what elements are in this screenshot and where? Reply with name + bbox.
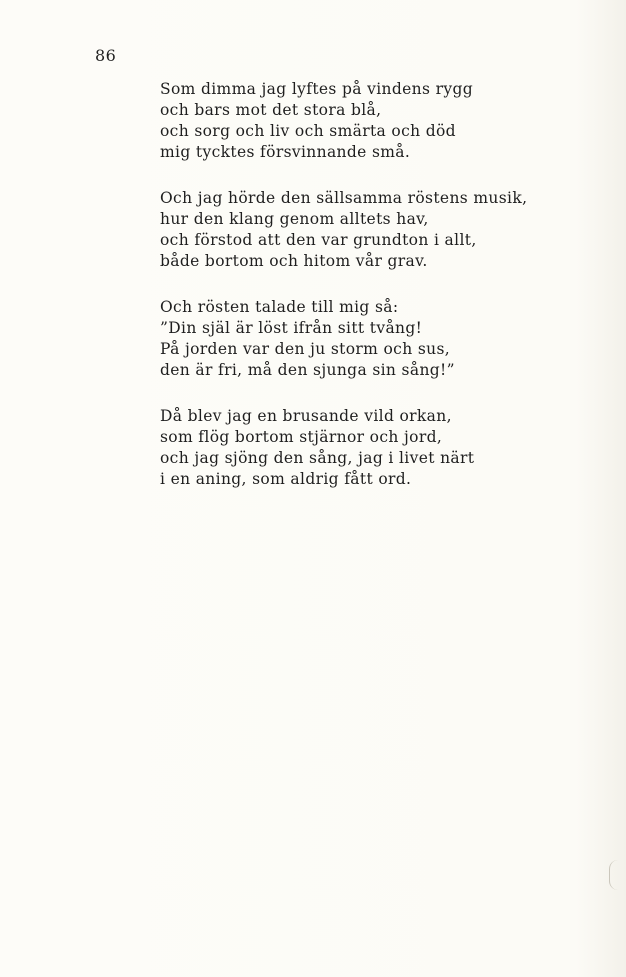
poem-line: På jorden var den ju storm och sus, bbox=[160, 340, 451, 358]
poem-line: och bars mot det stora blå, bbox=[160, 101, 382, 119]
poem-line: Som dimma jag lyftes på vindens rygg bbox=[160, 80, 474, 98]
poem bbox=[160, 79, 580, 515]
page-number: 86 bbox=[95, 46, 117, 65]
stanza-3 bbox=[160, 297, 580, 381]
poem-line: ”Din själ är löst ifrån sitt tvång! bbox=[160, 319, 423, 337]
poem-line: Då blev jag en brusande vild orkan, bbox=[160, 407, 452, 425]
poem-line: mig tycktes försvinnande små. bbox=[160, 143, 411, 161]
poem-line: och jag sjöng den sång, jag i livet närt bbox=[160, 449, 475, 467]
page-edge-mark bbox=[609, 860, 618, 890]
poem-line: Och jag hörde den sällsamma röstens musik, bbox=[160, 189, 528, 207]
poem-line: och förstod att den var grundton i allt, bbox=[160, 231, 477, 249]
poem-line: som flög bortom stjärnor och jord, bbox=[160, 428, 443, 446]
poem-line: hur den klang genom alltets hav, bbox=[160, 210, 429, 228]
stanza-2 bbox=[160, 188, 580, 272]
stanza-4 bbox=[160, 406, 580, 490]
poem-line: den är fri, må den sjunga sin sång!” bbox=[160, 361, 455, 379]
poem-line: och sorg och liv och smärta och död bbox=[160, 122, 456, 140]
poem-line: både bortom och hitom vår grav. bbox=[160, 252, 428, 270]
poem-line: Och rösten talade till mig så: bbox=[160, 298, 399, 316]
stanza-1 bbox=[160, 79, 580, 163]
poem-line: i en aning, som aldrig fått ord. bbox=[160, 470, 412, 488]
